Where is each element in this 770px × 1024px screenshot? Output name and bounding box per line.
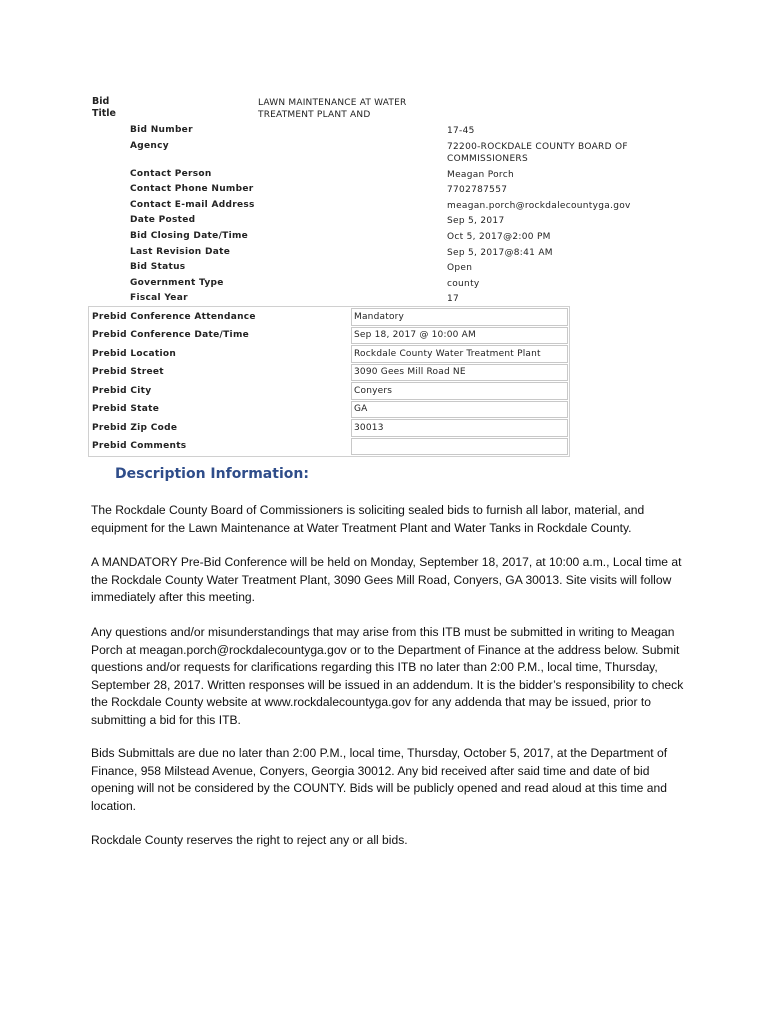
prebid-label: Prebid Street	[92, 367, 164, 378]
info-row-last-revision	[130, 245, 650, 261]
info-row-bid-status	[130, 260, 650, 276]
info-label: Bid Number	[130, 125, 193, 135]
prebid-value: 30013	[351, 419, 568, 437]
prebid-value: Rockdale County Water Treatment Plant	[351, 345, 568, 363]
info-row-bid-closing	[130, 229, 650, 245]
prebid-value: GA	[351, 401, 568, 419]
info-value: 17	[447, 294, 460, 305]
info-row-agency	[130, 139, 650, 167]
bid-info-table	[130, 123, 650, 307]
prebid-row-city	[90, 382, 568, 400]
prebid-label: Prebid Comments	[92, 441, 187, 452]
info-value: Sep 5, 2017	[447, 216, 505, 227]
description-heading: Description Information:	[115, 466, 309, 482]
info-value: meagan.porch@rockdalecountyga.gov	[447, 200, 631, 211]
info-row-fiscal-year	[130, 291, 650, 307]
description-paragraph: The Rockdale County Board of Commissioners is soliciting sealed bids to furnish all labor, material, and equipment for the Lawn Maintenance at Water Treatment Plant and Water Tanks in Rockdale County.	[91, 503, 645, 535]
info-row-date-posted	[130, 213, 650, 229]
prebid-row-zip	[90, 419, 568, 437]
prebid-label: Prebid City	[92, 385, 152, 396]
info-value: Oct 5, 2017@2:00 PM	[447, 231, 551, 242]
prebid-row-comments	[90, 438, 568, 456]
description-paragraph: A MANDATORY Pre-Bid Conference will be held on Monday, September 18, 2017, at 10:00 a.m., Local time at the Rockdale County Water Treatment Plant, 3090 Gees Mill Road, Conyers, GA 30013. Site visits will follow immediately after this meeting.	[91, 555, 682, 605]
info-label: Fiscal Year	[130, 293, 188, 304]
info-value: county	[447, 278, 480, 289]
info-label: Contact Phone Number	[130, 184, 254, 195]
prebid-label: Prebid State	[92, 404, 160, 415]
info-label: Government Type	[130, 277, 224, 288]
prebid-value: Mandatory	[351, 308, 568, 326]
info-label: Agency	[130, 140, 169, 151]
info-label: Contact Person	[130, 168, 212, 179]
prebid-value	[351, 438, 568, 456]
info-value: 17-45	[447, 126, 475, 136]
info-value: Sep 5, 2017@8:41 AM	[447, 247, 553, 258]
prebid-row-state	[90, 401, 568, 419]
description-paragraph: Rockdale County reserves the right to reject any or all bids.	[91, 833, 408, 847]
prebid-value: 3090 Gees Mill Road NE	[351, 364, 568, 382]
info-label: Contact E-mail Address	[130, 199, 255, 210]
info-value: Meagan Porch	[447, 169, 514, 180]
info-value: Open	[447, 263, 473, 274]
description-paragraph: Bids Submittals are due no later than 2:00 P.M., local time, Thursday, October 5, 2017, at the Department of Finance, 958 Milstead Avenue, Conyers, Georgia 30012. Any bid received after said time and date of bid opening will not be considered by the COUNTY. Bids will be publicly opened and read aloud at this time and location.	[91, 746, 668, 813]
prebid-value: Sep 18, 2017 @ 10:00 AM	[351, 327, 568, 345]
info-row-contact-email	[130, 198, 650, 214]
description-paragraph: Any questions and/or misunderstandings that may arise from this ITB must be submitted in writing to Meagan Porch at meagan.porch@rockdalecountyga.gov or to the Department of Finance at the address below. Submit questions and/or requests for clarifications regarding this ITB no later than 2:00 P.M., local time, Thursday, September 28, 2017. Written responses will be issued in an addendum. It is the bidder’s responsibility to check the Rockdale County website at www.rockdalecountyga.gov for any addenda that may be issued, prior to submitting a bid for this ITB.	[91, 625, 684, 727]
prebid-label: Prebid Conference Attendance	[92, 311, 256, 322]
bid-title-label: Bid Title	[92, 96, 116, 119]
prebid-label: Prebid Zip Code	[92, 422, 178, 433]
info-row-contact-phone	[130, 182, 650, 198]
info-label: Bid Closing Date/Time	[130, 230, 249, 241]
prebid-row-datetime	[90, 327, 568, 345]
info-row-bid-number	[130, 123, 650, 139]
info-value: 72200-ROCKDALE COUNTY BOARD OF COMMISSIONERS	[447, 141, 628, 165]
info-label: Last Revision Date	[130, 246, 231, 257]
prebid-row-location	[90, 345, 568, 363]
bid-title-value: LAWN MAINTENANCE AT WATER TREATMENT PLANT AND	[258, 98, 407, 120]
prebid-row-street	[90, 364, 568, 382]
info-value: 7702787557	[447, 185, 508, 196]
prebid-label: Prebid Conference Date/Time	[92, 330, 250, 341]
prebid-value: Conyers	[351, 382, 568, 400]
prebid-label: Prebid Location	[92, 348, 177, 359]
prebid-row-attendance	[90, 308, 568, 326]
info-label: Date Posted	[130, 215, 196, 226]
info-label: Bid Status	[130, 262, 186, 273]
prebid-table	[88, 306, 570, 457]
info-row-contact-person	[130, 167, 650, 183]
info-row-government-type	[130, 276, 650, 292]
